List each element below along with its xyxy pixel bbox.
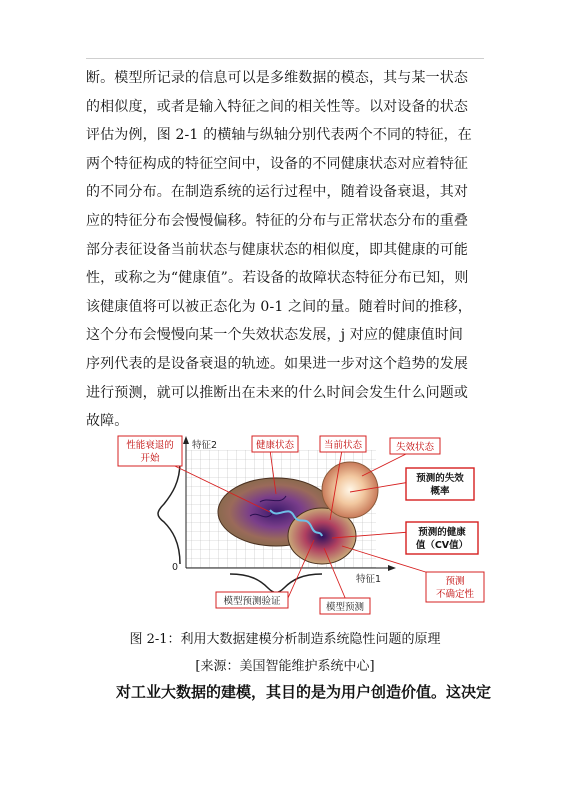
- label-uncertainty-line2: 不确定性: [435, 589, 475, 600]
- y-axis-arrow: [183, 436, 189, 444]
- header-rule: [86, 58, 484, 59]
- paragraph-line: 两个特征构成的特征空间中，设备的不同健康状态对应着特征: [86, 155, 469, 172]
- paragraph-line: 故障。: [86, 413, 129, 430]
- paragraph-line: 的相似度，或者是输入特征之间的相关性等。以对设备的状态: [86, 98, 469, 115]
- axis-label-feature2: 特征2: [192, 440, 218, 451]
- label-degradation-start-line2: 开始: [140, 453, 160, 464]
- x-axis-arrow: [388, 565, 396, 571]
- label-predicted-health-line1: 预测的健康: [418, 527, 466, 538]
- paragraph-line: 这个分布会慢慢向某一个失效状态发展，j 对应的健康值时间: [86, 327, 463, 344]
- label-failure-state: 失效状态: [395, 442, 435, 453]
- label-uncertainty-line1: 预测: [445, 576, 465, 587]
- closing-sentence: 对工业大数据的建模，其目的是为用户创造价值。这决定: [116, 683, 492, 701]
- body-paragraph: [86, 64, 486, 436]
- label-predicted-failure-line2: 概率: [430, 486, 450, 497]
- marginal-curve-x: [230, 574, 322, 593]
- label-model-validation: 模型预测验证: [223, 596, 281, 607]
- figure-caption: 图 2-1：利用大数据建模分析制造系统隐性问题的原理: [129, 632, 441, 647]
- axis-origin-label: 0: [172, 562, 179, 573]
- figure-2-1: [110, 432, 490, 622]
- paragraph-line: 评估为例，图 2-1 的横轴与纵轴分别代表两个不同的特征，在: [86, 127, 472, 144]
- paragraph-line: 性，或称之为“健康值”。若设备的故障状态特征分布已知，则: [86, 270, 469, 287]
- paragraph-line: 序列代表的是设备衰退的轨迹。如果进一步对这个趋势的发展: [86, 355, 469, 372]
- label-predicted-health-line2: 值（CV值）: [415, 540, 469, 551]
- label-current-state: 当前状态: [323, 440, 363, 451]
- paragraph-line: 该健康值将可以被正态化为 0-1 之间的量。随着时间的推移，: [86, 298, 472, 315]
- label-degradation-start-line1: 性能衰退的: [126, 440, 174, 451]
- paragraph-line: 部分表征设备当前状态与健康状态的相似度，即其健康的可能: [86, 241, 469, 258]
- paragraph-line: 应的特征分布会慢慢偏移。特征的分布与正常状态分布的重叠: [86, 212, 469, 229]
- label-model-prediction: 模型预测: [325, 602, 365, 613]
- figure-source: [来源：美国智能维护系统中心]: [195, 659, 375, 674]
- label-health-state: 健康状态: [255, 440, 295, 451]
- paragraph-line: 断。模型所记录的信息可以是多维数据的模态，其与某一状态: [86, 70, 469, 86]
- marginal-curve-y: [158, 462, 180, 564]
- failure-state-distribution: [322, 462, 378, 518]
- paragraph-line: 进行预测，就可以推断出在未来的什么时间会发生什么问题或: [86, 384, 469, 401]
- paragraph-line: 的不同分布。在制造系统的运行过程中，随着设备衰退，其对: [86, 184, 469, 201]
- label-predicted-failure-line1: 预测的失效: [416, 473, 464, 484]
- axis-label-feature1: 特征1: [356, 574, 382, 585]
